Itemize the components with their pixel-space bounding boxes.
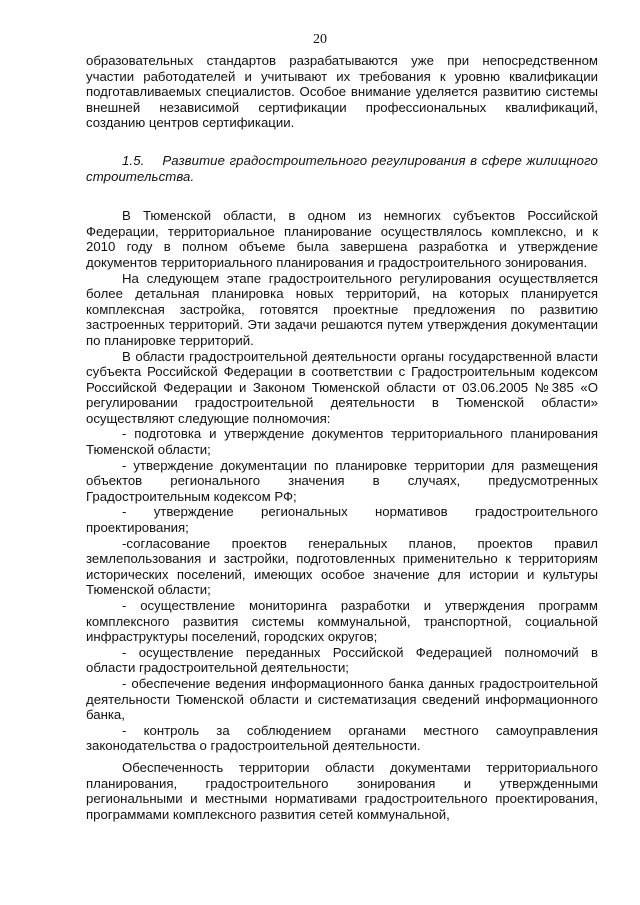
- paragraph: В области градостроительной деятельности органы государственной власти субъекта Российской Федерации в соответствии с Градостроительным кодексом Российской Федерации и Законом Тюменской области от 03.06.2005 №385 «О регулировании градостроительной деятельности в Тюменской области» осуществляют следующие полномочия:: [86, 348, 598, 426]
- list-item: -согласование проектов генеральных планов, проектов правил землепользования и застройки, подготовленных применительно к территориям исторических поселений, имеющих особое значение для истории и культуры Тюменской области;: [86, 535, 598, 598]
- paragraph: На следующем этапе градостроительного регулирования осуществляется более детальная планировка новых территорий, на которых планируется комплексная застройка, готовятся проектные предложения по развитию застроенных территорий. Эти задачи решаются путем утверждения документации по планировке территорий.: [86, 270, 598, 348]
- closing-paragraph: Обеспеченность территории области документами территориального планирования, градостроительного зонирования и утвержденными региональными и местными нормативами градостроительного проектирования, программами комплексного развития сетей коммунальной,: [86, 759, 598, 822]
- list-item: - подготовка и утверждение документов территориального планирования Тюменской области;: [86, 426, 598, 458]
- section-number: 1.5.: [122, 152, 145, 168]
- list-item: - осуществление мониторинга разработки и утверждения программ комплексного развития системы коммунальной, транспортной, социальной инфраструктуры поселений, городских округов;: [86, 598, 598, 645]
- list-item: - осуществление переданных Российской Федерацией полномочий в области градостроительной деятельности;: [86, 644, 598, 676]
- page-body: [86, 53, 598, 822]
- intro-paragraph: образовательных стандартов разрабатываются уже при непосредственном участии работодателей и учитывают их требования к уровню квалификации подготавливаемых специалистов. Особое внимание уделяется развитию системы внешней независимой сертификации профессиональных квалификаций, созданию центров сертификации.: [86, 53, 598, 131]
- section-title: Развитие градостроительного регулирования в сфере жилищного строительства.: [86, 152, 598, 184]
- list-item: - утверждение документации по планировке территории для размещения объектов регионального значения в случаях, предусмотренных Градостроительным кодексом РФ;: [86, 457, 598, 504]
- list-item: - утверждение региональных нормативов градостроительного проектирования;: [86, 504, 598, 536]
- section-heading: [86, 153, 598, 184]
- page-number: 20: [313, 32, 327, 47]
- list-item: - обеспечение ведения информационного банка данных градостроительной деятельности Тюменской области и систематизация сведений информационного банка,: [86, 675, 598, 723]
- paragraph: В Тюменской области, в одном из немногих субъектов Российской Федерации, территориальное планирование осуществлялось комплексно, и к 2010 году в полном объеме была завершена разработка и утверждение документов территориального планирования и градостроительного зонирования.: [86, 208, 598, 270]
- list-item: - контроль за соблюдением органами местного самоуправления законодательства о градостроительной деятельности.: [86, 722, 598, 754]
